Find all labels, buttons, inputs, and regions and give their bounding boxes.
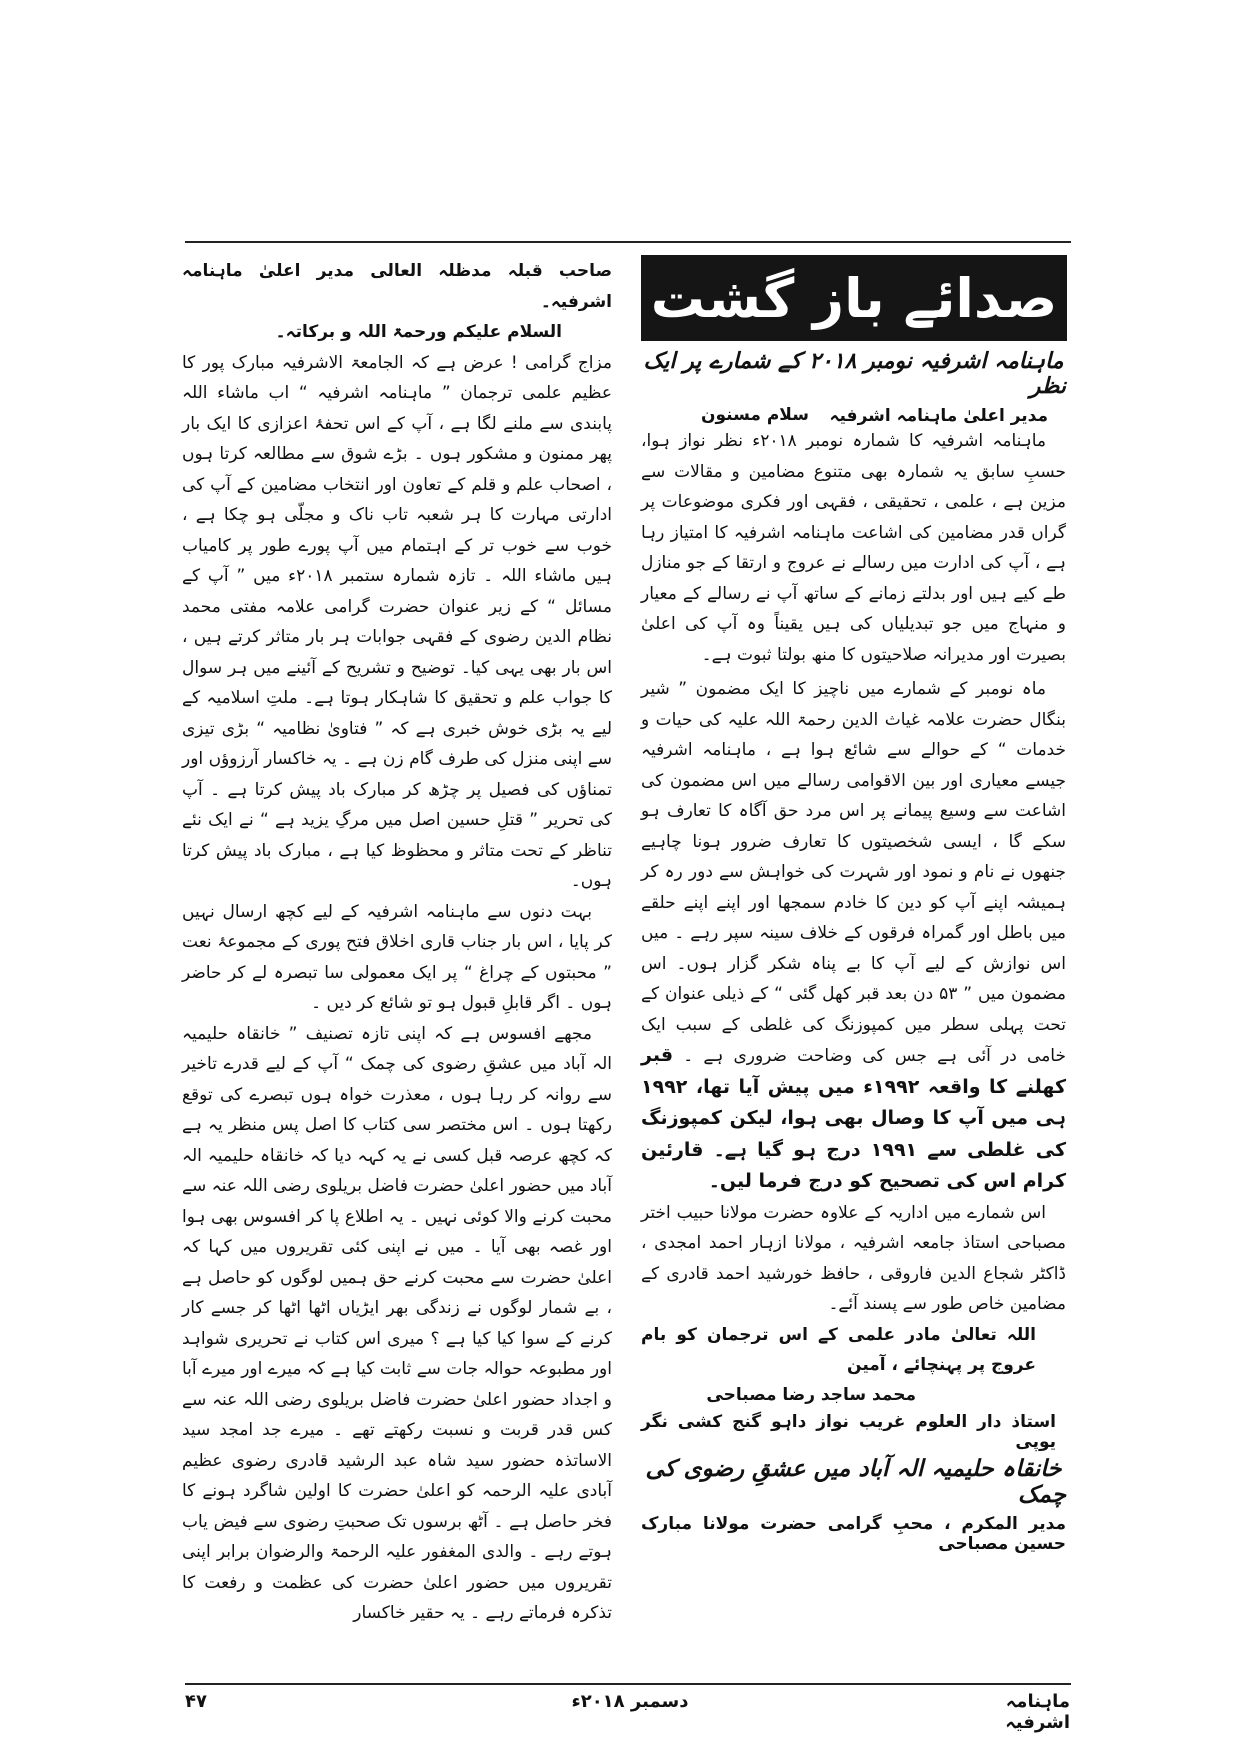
- footer-magazine-name: ماہنامہ اشرفیہ: [1005, 1691, 1070, 1733]
- footer-page-number: ۴۷: [185, 1691, 207, 1712]
- article-title: خانقاہ حلیمیہ الہ آباد میں عشقِ رضوی کی چمک: [645, 1455, 1066, 1508]
- signature-title: استاذ دار العلوم غریب نواز داہو گنج کشی نگر یوپی: [641, 1411, 1056, 1452]
- letter-paragraph-2-text: ماہ نومبر کے شمارے میں ناچیز کا ایک مضمون ” شیر بنگال حضرت علامہ غیاث الدین رحمۃ اللہ علیہ کی حیات و خدمات “ کے حوالے سے شائع ہوا ہے ، ماہنامہ اشرفیہ جیسے معیاری اور بین الاقوامی رسالے میں اس مضمون کی اشاعت سے وسیع پیمانے پر اس مرد حق آگاہ کا تعارف ہو سکے گا ، ایسی شخصیتوں کا تعارف ضرور ہونا چاہیے جنھوں نے نام و نمود اور شہرت کی خواہش سے دور رہ کر ہمیشہ اپنے آپ کو دین کا خادم سمجھا اور اپنے اپنے حلقے میں باطل اور گمراہ فرقوں کے خلاف سینہ سپر رہے ۔ میں اس نوازش کے لیے آپ کا بے پناہ شکر گزار ہوں۔ اس مضمون میں ” ۵۳ دن بعد قبر کھل گئی “ کے ذیلی عنوان کے تحت پہلی سطر میں کمپوزنگ کی غلطی کے سبب ایک خامی در آئی ہے جس کی وضاحت ضروری ہے ۔: [641, 679, 1067, 1066]
- letter-paragraph-3: اس شمارے میں اداریہ کے علاوہ حضرت مولانا حبیب اختر مصباحی استاذ جامعہ اشرفیہ ، مولانا ازہار احمد امجدی ، ڈاکٹر شجاع الدین فاروقی ، حافظ خورشید احمد قادری کے مضامین خاص طور سے پسند آئے۔: [641, 1202, 1066, 1314]
- left-paragraph-3: مجھے افسوس ہے کہ اپنی تازہ تصنیف ” خانقاہ حلیمیہ الہ آباد میں عشقِ رضوی کی چمک “ آپ کے لیے قدرے تاخیر سے روانہ کر رہا ہوں ، معذرت خواہ ہوں تبصرے کی توقع رکھتا ہوں ۔ اس مختصر سی کتاب کا اصل پس منظر یہ ہے کہ کچھ عرصہ قبل کسی نے یہ کہہ دیا کہ خانقاہ حلیمیہ الہ آباد میں حضور اعلیٰ حضرت فاضل بریلوی رضی اللہ عنہ سے محبت کرنے والا کوئی نہیں ۔ یہ اطلاع پا کر افسوس بھی ہوا اور غصہ بھی آیا ۔ میں نے اپنی کئی تقریروں میں کہا کہ اعلیٰ حضرت سے محبت کرنے حق ہمیں لوگوں کو حاصل ہے ، بے شمار لوگوں نے زندگی بھر ایڑیاں اٹھا اٹھا کر جسے کار کرنے کے سوا کیا کیا ہے ؟ میری اس کتاب نے تحریری شواہد اور مطبوعہ حوالہ جات سے ثابت کیا ہے کہ میرے اور میرے آبا و اجداد حضور اعلیٰ حضرت فاضل بریلوی رضی اللہ عنہ سے کس قدر قربت و نسبت رکھتے تھے ۔ میرے جد امجد سید الاساتذہ حضور سید شاہ عبد الرشید قادری رضوی عظیم آبادی علیہ الرحمہ کو اعلیٰ حضرت کا اولین شاگرد ہونے کا فخر حاصل ہے ۔ آٹھ برسوں تک صحبتِ رضوی سے فیض یاب ہوتے رہے ۔ والدی المغفور علیہ الرحمۃ والرضوان برابر اپنی تقریروں میں حضور اعلیٰ حضرت کی عظمت و رفعت کا تذکرہ فرماتے رہے ۔ یہ حقیر خاکسار: [182, 1023, 612, 1623]
- right-column: [641, 345, 1066, 1554]
- letter-paragraph-1: ماہنامہ اشرفیہ کا شمارہ نومبر ۲۰۱۸ء نظر نواز ہوا، حسبِ سابق یہ شمارہ بھی متنوع مضامین و مقالات سے مزین ہے ، علمی ، تحقیقی ، فقہی اور فکری موضوعات پر گراں قدر مضامین کی اشاعت ماہنامہ اشرفیہ کا امتیاز رہا ہے ، آپ کی ادارت میں رسالے نے عروج و ارتقا کے جو منازل طے کیے ہیں اور بدلتے زمانے کے ساتھ آپ نے رسالے کے معیار و منہاج میں جو تبدیلیاں کی ہیں یقیناً وہ آپ کی اعلیٰ بصیرت اور مدیرانہ صلاحیتوں کا منھ بولتا ثبوت ہے۔: [641, 431, 1066, 665]
- masthead-banner: [641, 255, 1067, 341]
- top-rule: [185, 241, 1071, 243]
- greeting-salam: سلام مسنون: [701, 405, 809, 425]
- letter-paragraph-2: [641, 674, 1066, 1198]
- letter-greeting: [641, 405, 1066, 426]
- article-addressee: مدیر المکرم ، محبِ گرامی حضرت مولانا مبارک حسین مصباحی: [641, 1513, 1066, 1554]
- letter-subtitle: ماہنامہ اشرفیہ نومبر ۲۰۱۸ کے شمارے پر ایک نظر: [643, 349, 1066, 399]
- left-line-1: صاحب قبلہ مدظلہ العالی مدیر اعلیٰ ماہنامہ اشرفیہ۔: [182, 261, 612, 312]
- left-paragraph-1: مزاج گرامی ! عرض ہے کہ الجامعۃ الاشرفیہ مبارک پور کا عظیم علمی ترجمان ” ماہنامہ اشرفیہ “ اب ماشاء اللہ پابندی سے ملنے لگا ہے ، آپ کے اس تحفۂ اعزازی کا ایک بار پھر ممنون و مشکور ہوں ۔ بڑے شوق سے مطالعہ کرتا ہوں ، اصحاب علم و قلم کے تعاون اور انتخاب مضامین کے آپ کی ادارتی مہارت کا ہر شعبہ تاب ناک و مجلّی ہو چکا ہے ، خوب سے خوب تر کے اہتمام میں آپ پورے طور پر کامیاب ہیں ماشاء اللہ ۔ تازہ شمارہ ستمبر ۲۰۱۸ء میں ” آپ کے مسائل “ کے زیر عنوان حضرت گرامی علامہ مفتی محمد نظام الدین رضوی کے فقہی جوابات ہر بار متاثر کرتے ہیں ، اس بار بھی یہی کیا۔ توضیح و تشریح کے آئینے میں ہر سوال کا جواب علم و تحقیق کا شاہکار ہوتا ہے۔ ملتِ اسلامیہ کے لیے یہ بڑی خوش خبری ہے کہ ” فتاویٰ نظامیہ “ بڑی تیزی سے اپنی منزل کی طرف گام زن ہے ۔ یہ خاکسار آرزوؤں اور تمناؤں کی فصیل پر چڑھ کر مبارک باد پیش کرتا ہے ۔ آپ کی تحریر ” قتلِ حسین اصل میں مرگِ یزید ہے “ نے ایک نئے تناظر کے تحت متاثر و محظوظ کیا ہے ، مبارک باد پیش کرتا ہوں۔: [182, 352, 613, 891]
- footer-date: دسمبر ۲۰۱۸ء: [571, 1691, 689, 1712]
- masthead-title: صدائے باز گشت: [650, 266, 1058, 330]
- greeting-to: مدیر اعلیٰ ماہنامہ اشرفیہ: [829, 406, 1048, 426]
- signature-name: محمد ساجد رضا مصباحی: [706, 1384, 916, 1405]
- left-paragraph-2: بہت دنوں سے ماہنامہ اشرفیہ کے لیے کچھ ارسال نہیں کر پایا ، اس بار جناب قاری اخلاق فتح پوری کے مجموعۂ نعت ” محبتوں کے چراغ “ پر ایک معمولی سا تبصرہ لے کر حاضر ہوں ۔ اگر قابلِ قبول ہو تو شائع کر دیں ۔: [182, 901, 612, 1013]
- letter-dua: اللہ تعالیٰ مادر علمی کے اس ترجمان کو بام عروج پر پہنچائے ، آمین: [641, 1324, 1036, 1375]
- bottom-rule: [185, 1683, 1071, 1685]
- left-line-2: السلام علیکم ورحمۃ اللہ و برکاتہ۔: [275, 322, 562, 342]
- correction-note: قبر کھلنے کا واقعہ ۱۹۹۲ء میں پیش آیا تھا، ۱۹۹۲ ہی میں آپ کا وصال بھی ہوا، لیکن کمپوزنگ کی غلطی سے ۱۹۹۱ درج ہو گیا ہے۔ قارئین کرام اس کی تصحیح کو درج فرما لیں۔: [641, 1044, 1067, 1192]
- left-column: [182, 256, 612, 1629]
